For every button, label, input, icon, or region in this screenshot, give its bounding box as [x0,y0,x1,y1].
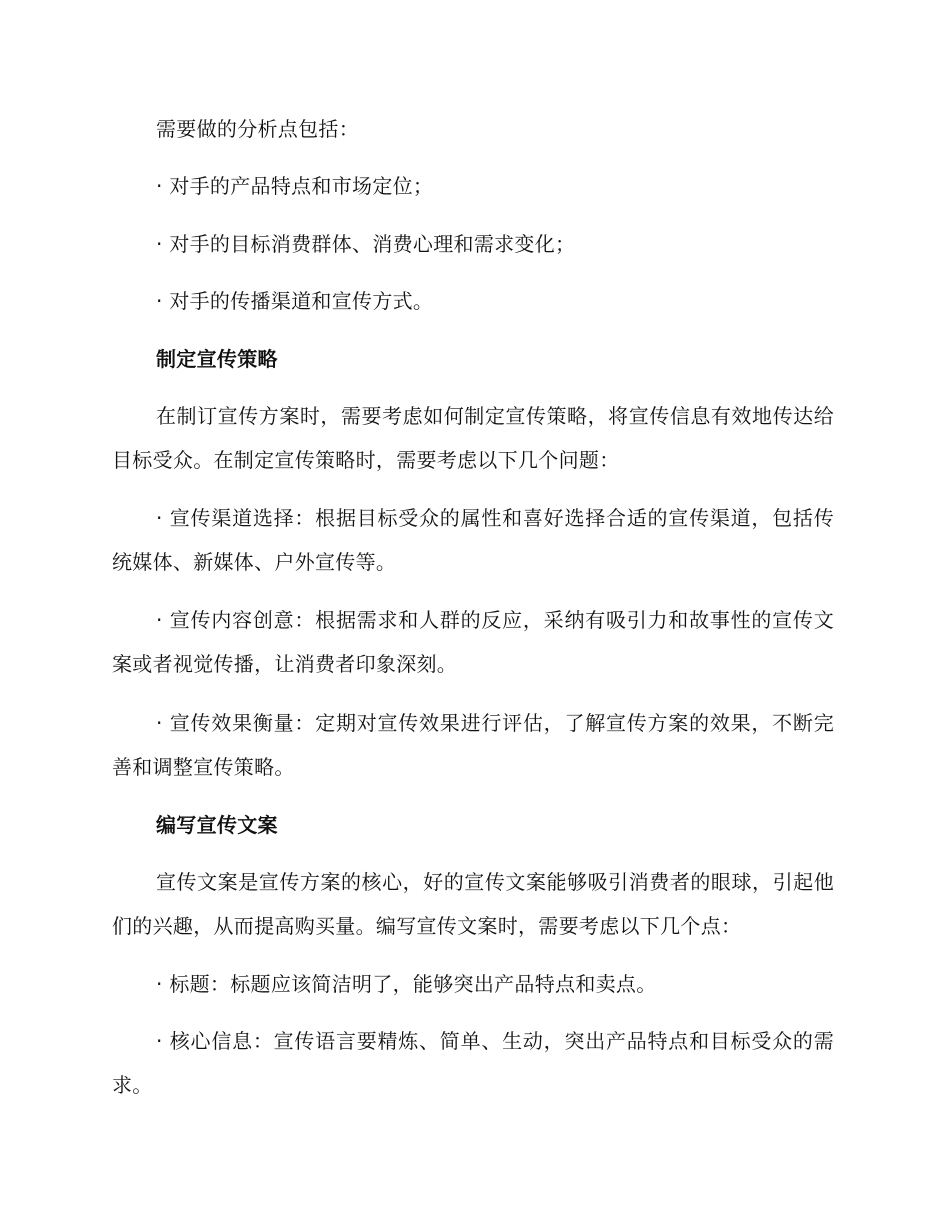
paragraph-analysis-intro: 需要做的分析点包括： [156,117,359,141]
bullet-competitor-product: · 对手的产品特点和市场定位； [156,174,434,198]
bullet-effect-measurement: · 宣传效果衡量：定期对宣传效果进行评估，了解宣传方案的效果，不断完善和调整宣传策略。 [112,711,834,779]
bullet-competitor-consumers: · 对手的目标消费群体、消费心理和需求变化； [156,232,576,256]
paragraph-copywriting-intro: 宣传文案是宣传方案的核心，好的宣传文案能够吸引消费者的眼球，引起他们的兴趣，从而提高购买量。编写宣传文案时，需要考虑以下几个点： [112,870,834,938]
bullet-core-message: · 核心信息：宣传语言要精炼、简单、生动，突出产品特点和目标受众的需求。 [112,1029,834,1097]
bullet-competitor-channels: · 对手的传播渠道和宣传方式。 [156,289,434,313]
section-heading-copywriting: 编写宣传文案 [156,813,278,837]
section-heading-strategy: 制定宣传策略 [156,347,278,371]
bullet-channel-selection: · 宣传渠道选择：根据目标受众的属性和喜好选择合适的宣传渠道，包括传统媒体、新媒体、户外宣传等。 [112,506,834,574]
paragraph-strategy-intro: 在制订宣传方案时，需要考虑如何制定宣传策略，将宣传信息有效地传达给目标受众。在制定宣传策略时，需要考虑以下几个问题： [112,404,834,472]
bullet-content-creativity: · 宣传内容创意：根据需求和人群的反应，采纳有吸引力和故事性的宣传文案或者视觉传播，让消费者印象深刻。 [112,608,834,676]
bullet-title: · 标题：标题应该简洁明了，能够突出产品特点和卖点。 [156,972,657,996]
